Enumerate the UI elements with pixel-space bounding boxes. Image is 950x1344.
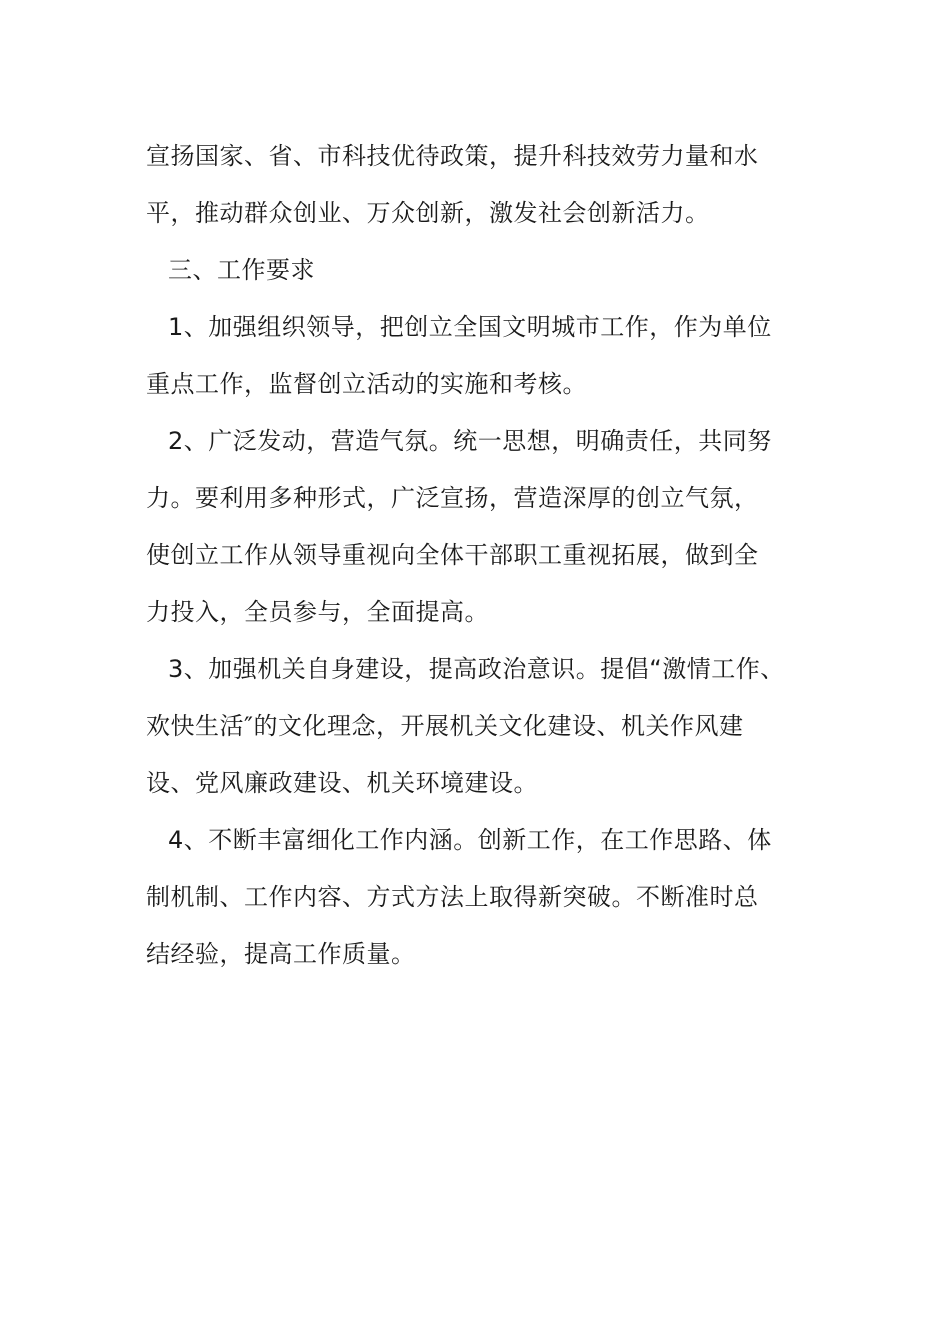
list-item-3-line: 欢快生活″的文化理念，开展机关文化建设、机关作风建: [146, 712, 744, 740]
list-item-2-line: 使创立工作从领导重视向全体干部职工重视拓展，做到全: [146, 541, 759, 569]
list-item-3-line: 设、党风廉政建设、机关环境建设。: [146, 769, 538, 797]
list-item-4-line: 制机制、工作内容、方式方法上取得新突破。不断准时总: [146, 883, 759, 911]
paragraph-line: 平，推动群众创业、万众创新，激发社会创新活力。: [146, 199, 710, 227]
list-item-2-line: 力投入，全员参与，全面提高。: [146, 598, 489, 626]
list-item-2-line: 力。要利用多种形式，广泛宣扬，营造深厚的创立气氛，: [146, 484, 759, 512]
list-item-4-line: 4、不断丰富细化工作内涵。创新工作，在工作思路、体: [168, 826, 772, 854]
paragraph-line: 宣扬国家、省、市科技优待政策，提升科技效劳力量和水: [146, 142, 759, 170]
list-item-1-line: 重点工作，监督创立活动的实施和考核。: [146, 370, 587, 398]
document-body: [146, 128, 826, 983]
list-item-3-line: 3、加强机关自身建设，提高政治意识。提倡“激情工作、: [168, 655, 785, 683]
list-item-2-line: 2、广泛发动，营造气氛。统一思想，明确责任，共同努: [168, 427, 772, 455]
list-item-1-line: 1、加强组织领导，把创立全国文明城市工作，作为单位: [168, 313, 772, 341]
list-item-4-line: 结经验，提高工作质量。: [146, 940, 416, 968]
section-heading: 三、工作要求: [168, 256, 315, 284]
